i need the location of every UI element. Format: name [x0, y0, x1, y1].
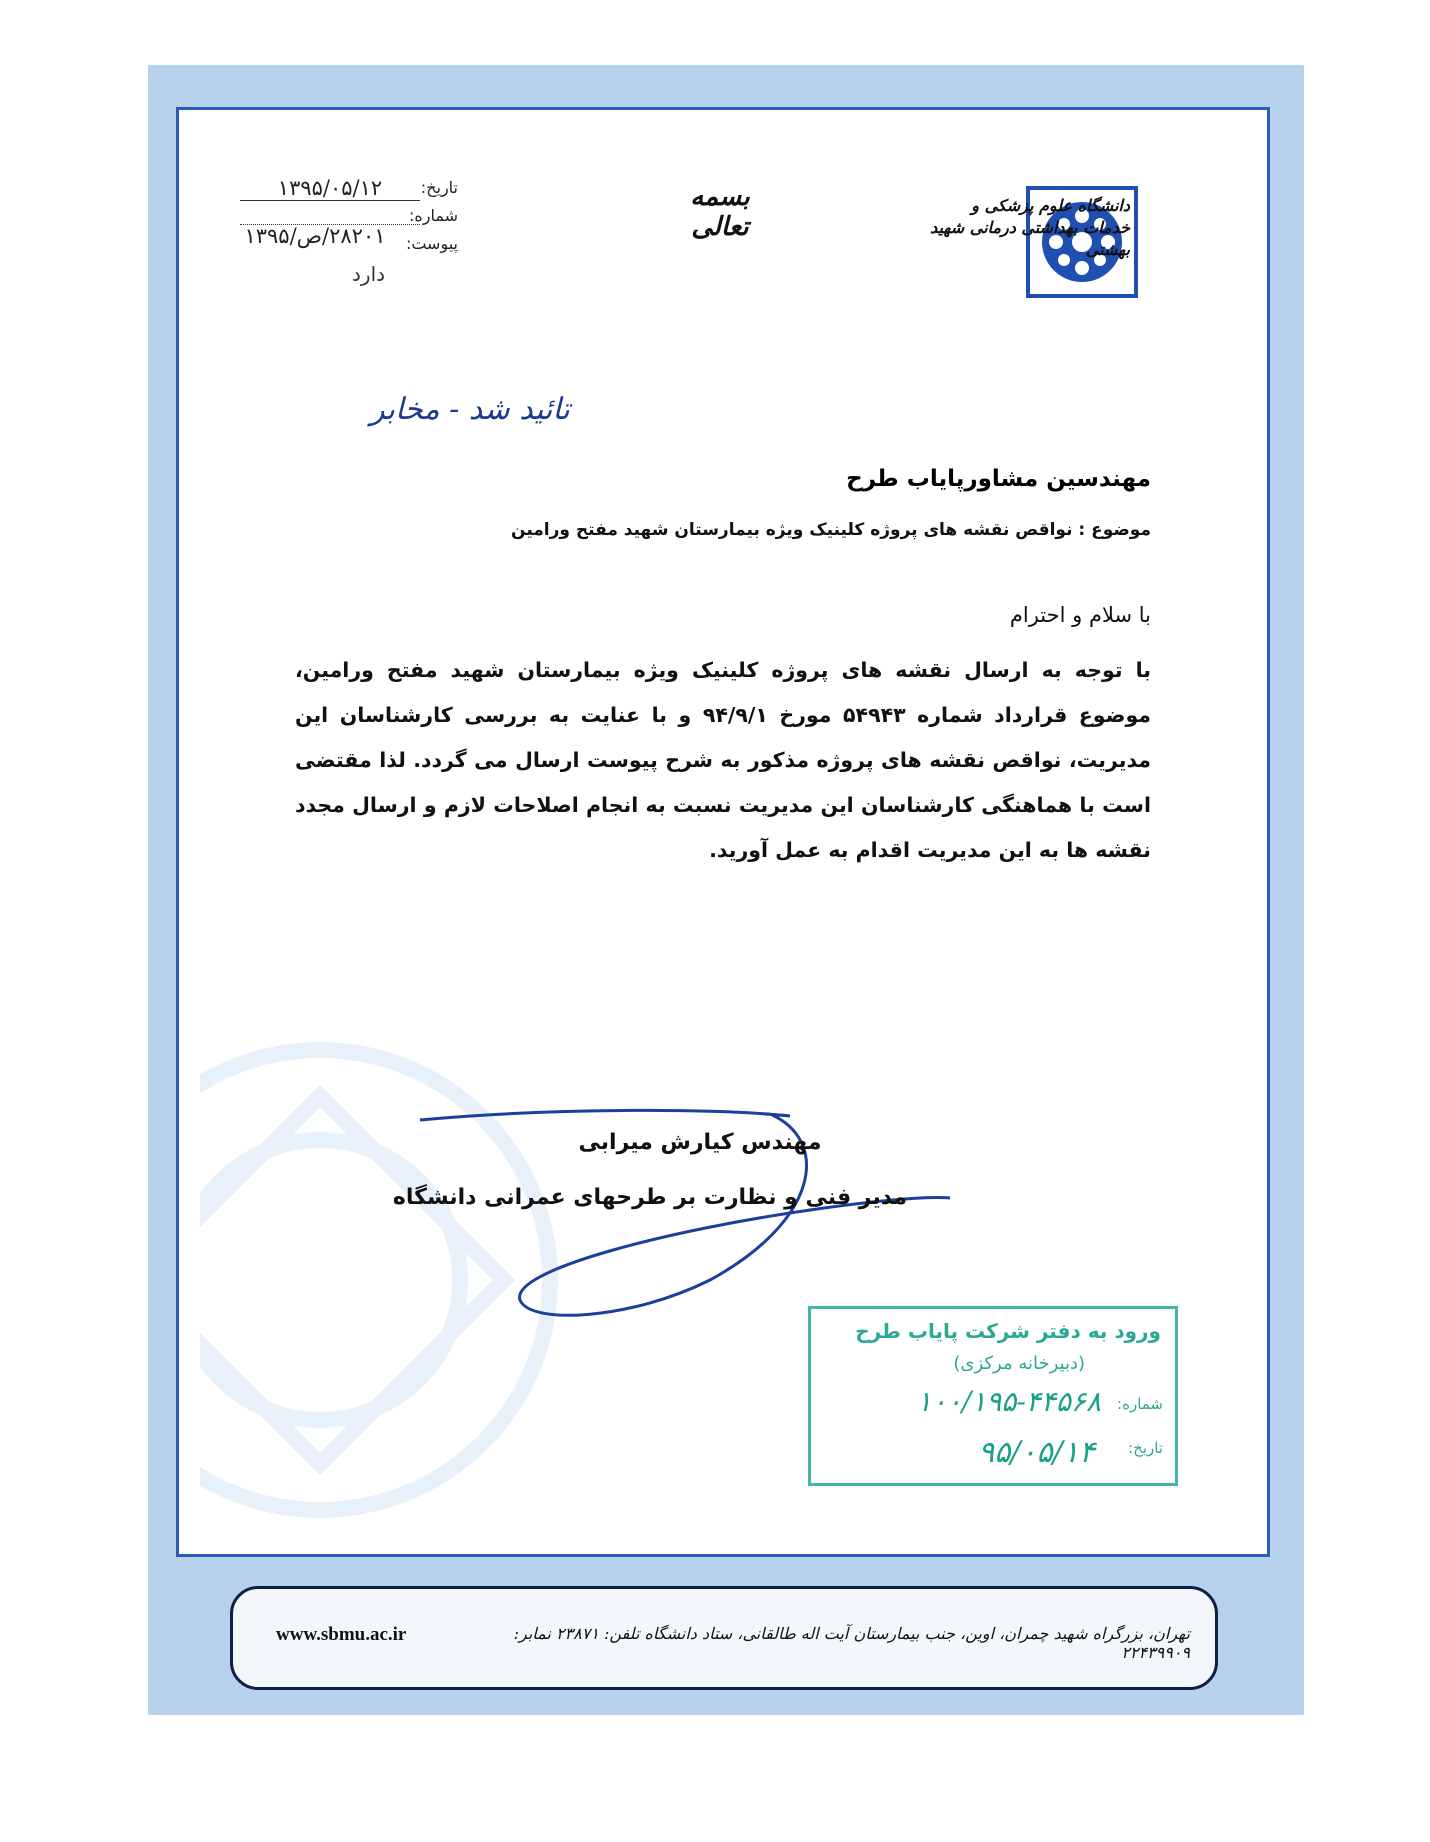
subject-text: نواقص نقشه های پروژه کلینیک ویژه بیمارستان شهید مفتح ورامین	[511, 520, 1073, 540]
attachment-value: ۲۸۲۰۱/ص/۱۳۹۵	[244, 224, 386, 248]
signatory-title: مدیر فنی و نظارت بر طرحهای عمرانی دانشگاه	[392, 1185, 908, 1210]
number-label: شماره:	[408, 206, 458, 225]
recipient: مهندسین مشاورپایاب طرح	[846, 466, 1151, 492]
greeting: با سلام و احترام	[1009, 603, 1151, 627]
university-name: دانشگاه علوم پزشکی و خدمات بهداشتی درمانی شهید بهشتی	[930, 196, 1130, 259]
stamp-date-value: ۹۵/۰۵/۱۴	[978, 1435, 1095, 1470]
letter-body: با توجه به ارسال نقشه های پروژه کلینیک ویژه بیمارستان شهید مفتح ورامین، موضوع قرارداد شماره ۵۴۹۴۳ مورخ ۹۴/۹/۱ و با عنایت به بررسی کارشناسان این مدیریت، نواقص نقشه های پروژه مذکور به شرح پیوست ارسال می گردد. لذا مقتضی است با هماهنگی کارشناسان این مدیریت نسبت به انجام اصلاحات لازم و ارسال مجدد نقشه ها به این مدیریت اقدام به عمل آورید.	[295, 658, 1151, 862]
subject-line	[351, 520, 1151, 540]
handwritten-note: تائید شد - مخابر	[370, 392, 570, 427]
receipt-stamp	[808, 1306, 1178, 1486]
signatory-name: مهندس کیارش میرابی	[578, 1130, 822, 1155]
attachment-note: دارد	[352, 262, 386, 286]
date-value: ۱۳۹۵/۰۵/۱۲	[277, 176, 383, 200]
attachment-label: پیوست:	[405, 234, 458, 253]
attachment-value-wrap	[210, 224, 420, 248]
footer-address: تهران، بزرگراه شهید چمران، اوین، جنب بیمارستان آیت اله طالقانی، ستاد دانشگاه تلفن: ۲۳۸۷۱ نمابر: ۲۲۴۳۹۹۰۹	[513, 1624, 1190, 1662]
stamp-number-label: شماره:	[1117, 1395, 1163, 1413]
basmala: بسمه تعالی	[690, 182, 750, 242]
number-value-line	[240, 206, 420, 225]
stamp-number-value: ۱۰۰/۱۹۵-۴۴۵۶۸	[916, 1385, 1101, 1418]
stamp-subtitle: (دبیرخانه مرکزی)	[953, 1353, 1085, 1374]
subject-label: موضوع :	[1078, 520, 1151, 540]
footer-website: www.sbmu.ac.ir	[276, 1624, 407, 1645]
date-label: تاریخ:	[420, 178, 458, 197]
stamp-title: ورود به دفتر شرکت پایاب طرح	[855, 1319, 1161, 1343]
stamp-date-label: تاریخ:	[1128, 1439, 1163, 1457]
date-row	[421, 178, 458, 197]
date-value-wrap	[240, 176, 420, 201]
